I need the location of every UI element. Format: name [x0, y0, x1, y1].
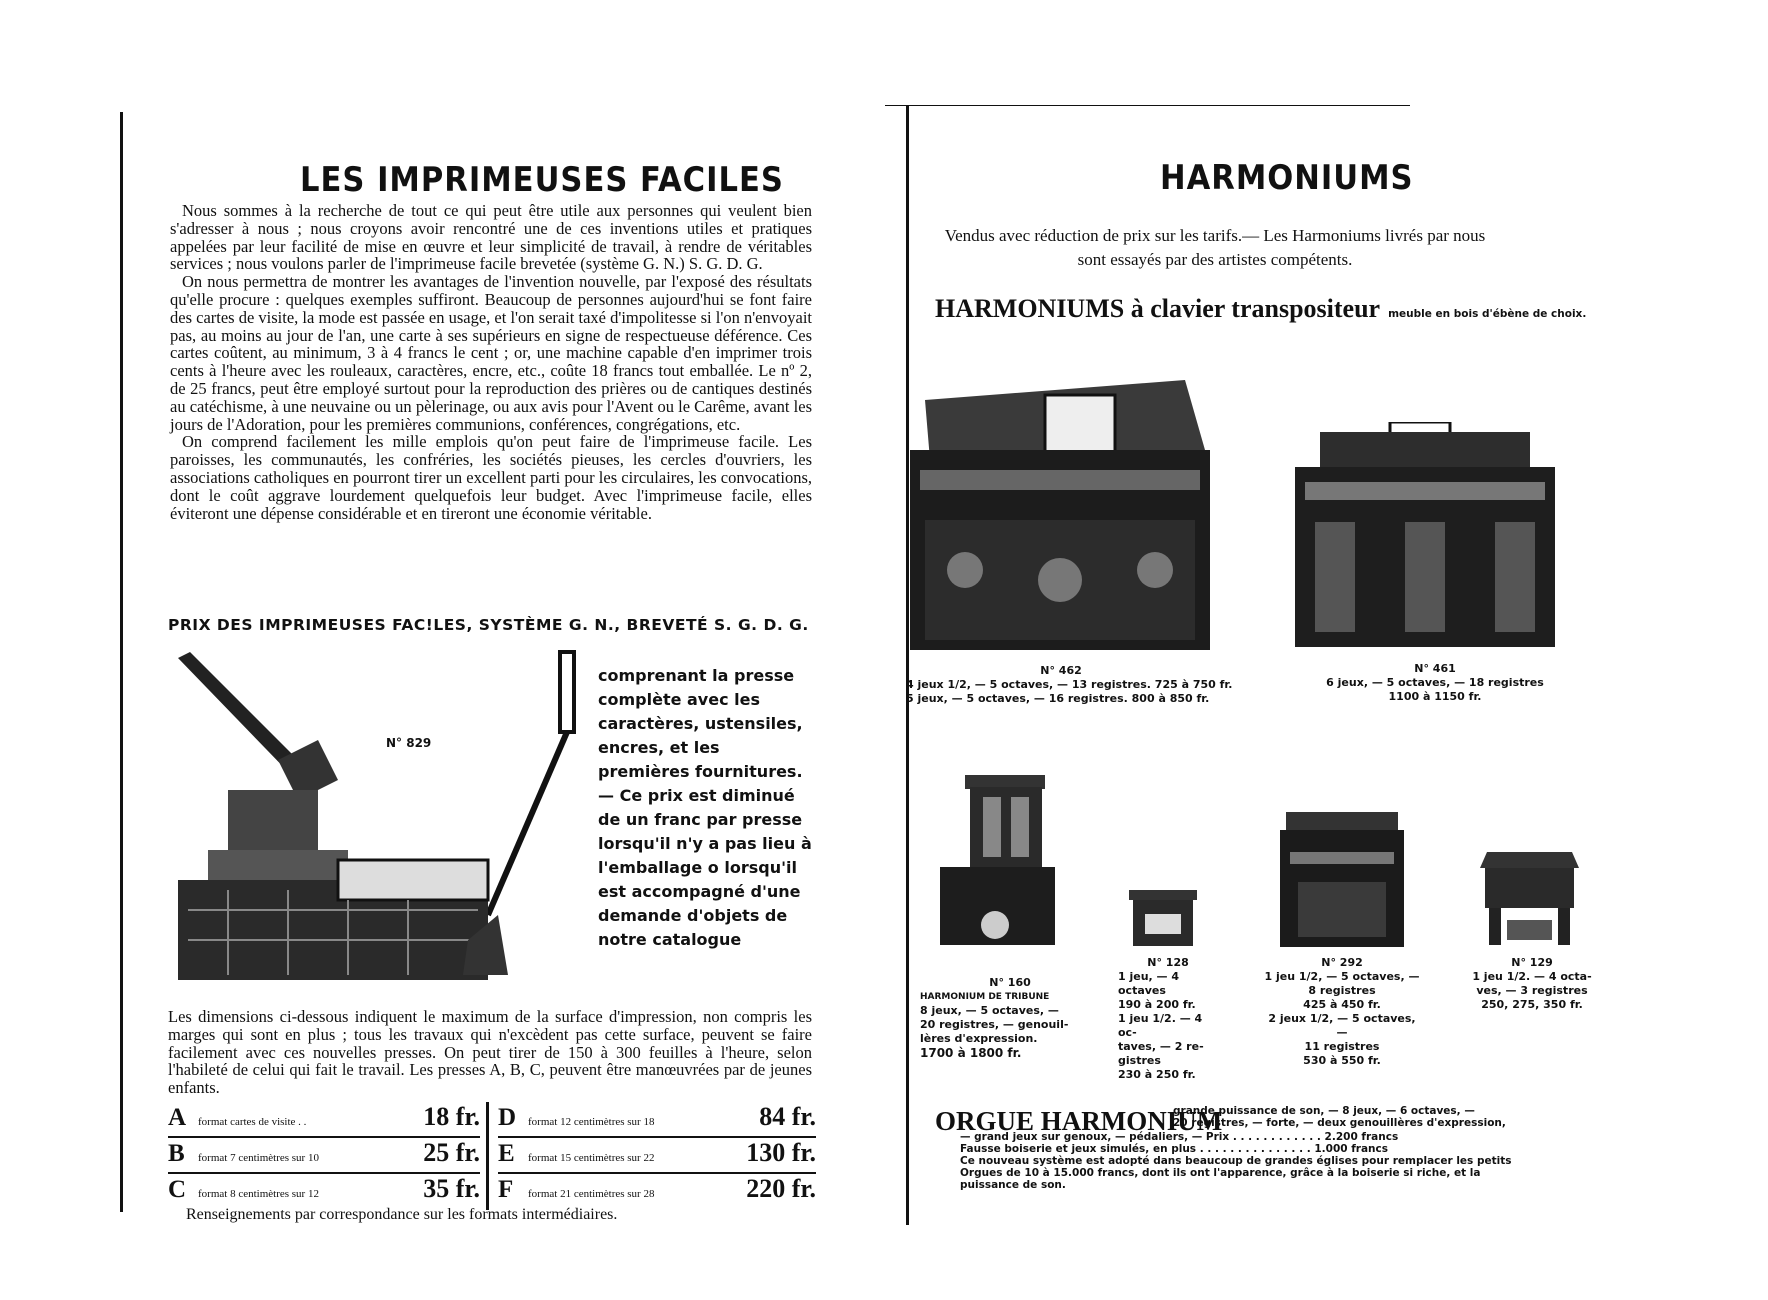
format-price: 25 fr.: [423, 1138, 480, 1167]
caption-line: 230 à 250 fr.: [1118, 1068, 1196, 1081]
item-number: N° 160: [989, 976, 1031, 989]
caption-line: taves, — 2 re-: [1118, 1040, 1204, 1053]
harmonium-subtitle: [935, 294, 1586, 324]
format-price: 220 fr.: [746, 1174, 816, 1203]
subtitle-note: meuble en bois d'ébène de choix.: [1388, 308, 1587, 320]
orgue-line: — grand jeux sur genoux, — pédaliers, — Prix . . . . . . . . . . . . 2.200 francs: [960, 1131, 1399, 1143]
caption-line: 250, 275, 350 fr.: [1481, 998, 1583, 1011]
harmonium-129-image: [1477, 850, 1582, 945]
item-number: N° 461: [1414, 662, 1456, 675]
format-letter: E: [498, 1140, 515, 1167]
format-price: 130 fr.: [746, 1138, 816, 1167]
format-desc: format 21 centimètres sur 28: [528, 1188, 655, 1200]
caption-line: lères d'expression.: [920, 1032, 1038, 1045]
caption-line: 190 à 200 fr.: [1118, 998, 1196, 1011]
caption-line: 4 jeux 1/2, — 5 octaves, — 13 registres. 725 à 750 fr.: [906, 678, 1233, 691]
format-letter: C: [168, 1176, 187, 1203]
caption-line: 2 jeux 1/2, — 5 octaves, —: [1268, 1012, 1416, 1039]
format-desc: format 12 centimètres sur 18: [528, 1116, 655, 1128]
paragraph-1: Nous sommes à la recherche de tout ce qui peut être utile aux personnes qui veulent bien s'adresser à nous ; nous croyons avoir rencontré une de ces inventions utiles et pratiques appelées par leur facilité de mise en œuvre et leur simplicité de travail, à rendre de véritables services ; nous voulons parler de l'imprimeuse facile brevetée (système G. N.) S. G. D. G.: [170, 201, 812, 274]
caption-line: 8 registres: [1308, 984, 1376, 997]
format-desc: format 8 centimètres sur 12: [198, 1188, 319, 1200]
harmonium-intro: Vendus avec réduction de prix sur les tarifs.— Les Harmoniums livrés par nous sont essayés par des artistes compétents.: [944, 226, 1486, 269]
caption-line: 530 à 550 fr.: [1303, 1054, 1381, 1067]
price-row-e: [498, 1138, 816, 1174]
price-row-c: [168, 1174, 480, 1208]
orgue-details: [960, 1131, 1580, 1191]
price-row-d: [498, 1102, 816, 1138]
harmonium-461-caption: [1320, 662, 1550, 704]
format-letter: B: [168, 1140, 185, 1167]
format-letter: F: [498, 1176, 514, 1203]
intro-text: [170, 202, 812, 522]
left-footer: Renseignements par correspondance sur les formats intermédiaires.: [186, 1206, 618, 1223]
price-column-right: [498, 1102, 816, 1208]
caption-line: ves, — 3 registres: [1476, 984, 1588, 997]
caption-line: 1 jeu, — 4 octaves: [1118, 970, 1180, 997]
caption-line: 1 jeu 1/2. — 4 oc-: [1118, 1012, 1203, 1039]
harmonium-160-caption: [920, 976, 1100, 1060]
press-description: comprenant la presse complète avec les caractères, ustensiles, encres, et les premières fournitures. — Ce prix est diminué de un franc par presse lorsqu'il n'y a pas lieu à l'emballage o lorsqu'il est accompagné d'une demande d'objets de notre catalogue: [598, 666, 812, 949]
price-row-a: [168, 1102, 480, 1138]
caption-line: 8 jeux, — 5 octaves, —: [920, 1004, 1059, 1017]
dimensions-text: Les dimensions ci-dessous indiquent le maximum de la surface d'impression, non compris les marges qui sont en plus ; tous les travaux qui n'excèdent pas cette surface, peuvent se faire facilement avec ces nouvelles presses. On peut tirer de 150 à 300 feuilles à l'heure, selon l'habileté de celui qui fait le travail. Les presses A, B, C, peuvent être manœuvrées par de jeunes enfants.: [168, 1007, 812, 1098]
orgue-line: Orgues de 10 à 15.000 francs, dont ils ont l'apparence, grâce à la boiserie si riche, et la: [960, 1167, 1481, 1179]
format-desc: format 15 centimètres sur 22: [528, 1152, 655, 1164]
item-number: N° 462: [1040, 664, 1082, 677]
caption-line: 1700 à 1800 fr.: [920, 1046, 1022, 1060]
right-top-rule: [885, 105, 1410, 106]
orgue-line: Fausse boiserie et jeux simulés, en plus . . . . . . . . . . . . . . . 1.000 francs: [960, 1143, 1389, 1155]
harmonium-462-caption: [906, 664, 1233, 706]
caption-line: gistres: [1118, 1054, 1161, 1067]
price-row-b: [168, 1138, 480, 1174]
harmonium-160-image: [935, 775, 1060, 945]
format-letter: A: [168, 1104, 187, 1131]
orgue-description: [1173, 1105, 1578, 1129]
caption-line: 20 registres, — genouil-: [920, 1018, 1069, 1031]
price-divider: [486, 1102, 489, 1210]
format-desc: format cartes de visite . .: [198, 1116, 307, 1128]
format-price: 35 fr.: [423, 1174, 480, 1203]
format-price: 84 fr.: [759, 1102, 816, 1131]
caption-line: 1100 à 1150 fr.: [1388, 690, 1482, 703]
prix-heading: PRIX DES IMPRIMEUSES FAC!LES, SYSTÈME G. N., BREVETÉ S. G. D. G.: [168, 616, 809, 634]
price-row-f: [498, 1174, 816, 1208]
price-column-left: [168, 1102, 480, 1208]
caption-line: 1 jeu 1/2, — 5 octaves, —: [1264, 970, 1420, 983]
harmonium-129-caption: [1462, 956, 1602, 1012]
item-number: N° 129: [1511, 956, 1553, 969]
subtitle-main: HARMONIUMS à clavier transpositeur: [935, 294, 1381, 323]
format-desc: format 7 centimètres sur 10: [198, 1152, 319, 1164]
caption-line: 1 jeu 1/2. — 4 octa-: [1472, 970, 1592, 983]
orgue-line: grande puissance de son, — 8 jeux, — 6 octaves, —: [1173, 1105, 1475, 1117]
harmonium-461-image: [1290, 422, 1560, 647]
right-page-title: HARMONIUMS: [1160, 158, 1414, 198]
format-price: 18 fr.: [423, 1102, 480, 1131]
paragraph-2: On nous permettra de montrer les avantages de l'invention nouvelle, par l'exposé des résultats qu'elle procure : quelques exemples suffiront. Beaucoup de personnes aujourd'hui se font faire des cartes de visite, la mode est passée en usage, et l'on serait taxé d'impolitesse si l'on n'envoyait pas, au moins au jour de l'an, une carte à ses supérieurs en signe de respectueuse déférence. Ces cartes coûtent, au minimum, 3 à 4 francs le cent ; or, une machine capable d'en imprimer trois cents à l'heure avec les rouleaux, caractères, encre, etc., coûte 18 francs tout emballée. Le nº 2, de 25 francs, peut être employé surtout pour la reproduction des prières ou de cantiques destinés au catéchisme, à une neuvaine ou un pèlerinage, ou aux avis pour l'Avent ou le Carême, avant les jours de l'Adoration, pour les premières communions, conférences, congrégations, etc.: [170, 272, 812, 434]
item-number: N° 128: [1147, 956, 1189, 969]
harmonium-292-image: [1278, 812, 1406, 947]
price-table: [168, 1102, 816, 1214]
left-page-title: LES IMPRIMEUSES FACILES: [300, 160, 784, 200]
harmonium-128-image: [1127, 888, 1199, 946]
harmonium-462-image: [905, 370, 1215, 650]
caption-line: 11 registres: [1304, 1040, 1380, 1053]
caption-line: HARMONIUM DE TRIBUNE: [920, 992, 1050, 1002]
orgue-title: ORGUE HARMONIUM: [935, 1106, 1223, 1136]
item-number: N° 292: [1321, 956, 1363, 969]
format-letter: D: [498, 1104, 517, 1131]
caption-line: 5 jeux, — 5 octaves, — 16 registres. 800 à 850 fr.: [906, 692, 1210, 705]
harmonium-128-caption: [1118, 956, 1218, 1082]
harmonium-292-caption: [1262, 956, 1422, 1068]
left-page-edge: [120, 112, 123, 1212]
press-number: N° 829: [386, 736, 432, 750]
orgue-line: 20 registres, — forte, — deux genouillères d'expression,: [1173, 1117, 1506, 1129]
caption-line: 6 jeux, — 5 octaves, — 18 registres: [1326, 676, 1544, 689]
caption-line: 425 à 450 fr.: [1303, 998, 1381, 1011]
printing-press-illustration: [168, 650, 598, 980]
orgue-line: Ce nouveau système est adopté dans beaucoup de grandes églises pour remplacer les petits: [960, 1155, 1512, 1167]
orgue-line: puissance de son.: [960, 1179, 1066, 1191]
paragraph-3: On comprend facilement les mille emplois qu'on peut faire de l'imprimeuse facile. Les paroisses, les communautés, les confréries, les sociétés pieuses, les cercles d'ouvriers, les associations catholiques en pourront tirer un excellent parti pour les circulaires, les convocations, dont le coût aggrave lourdement quelquefois leur budget. Avec l'imprimeuse facile, elles éviteront une dépense considérable et en tireront une économie véritable.: [170, 432, 812, 523]
